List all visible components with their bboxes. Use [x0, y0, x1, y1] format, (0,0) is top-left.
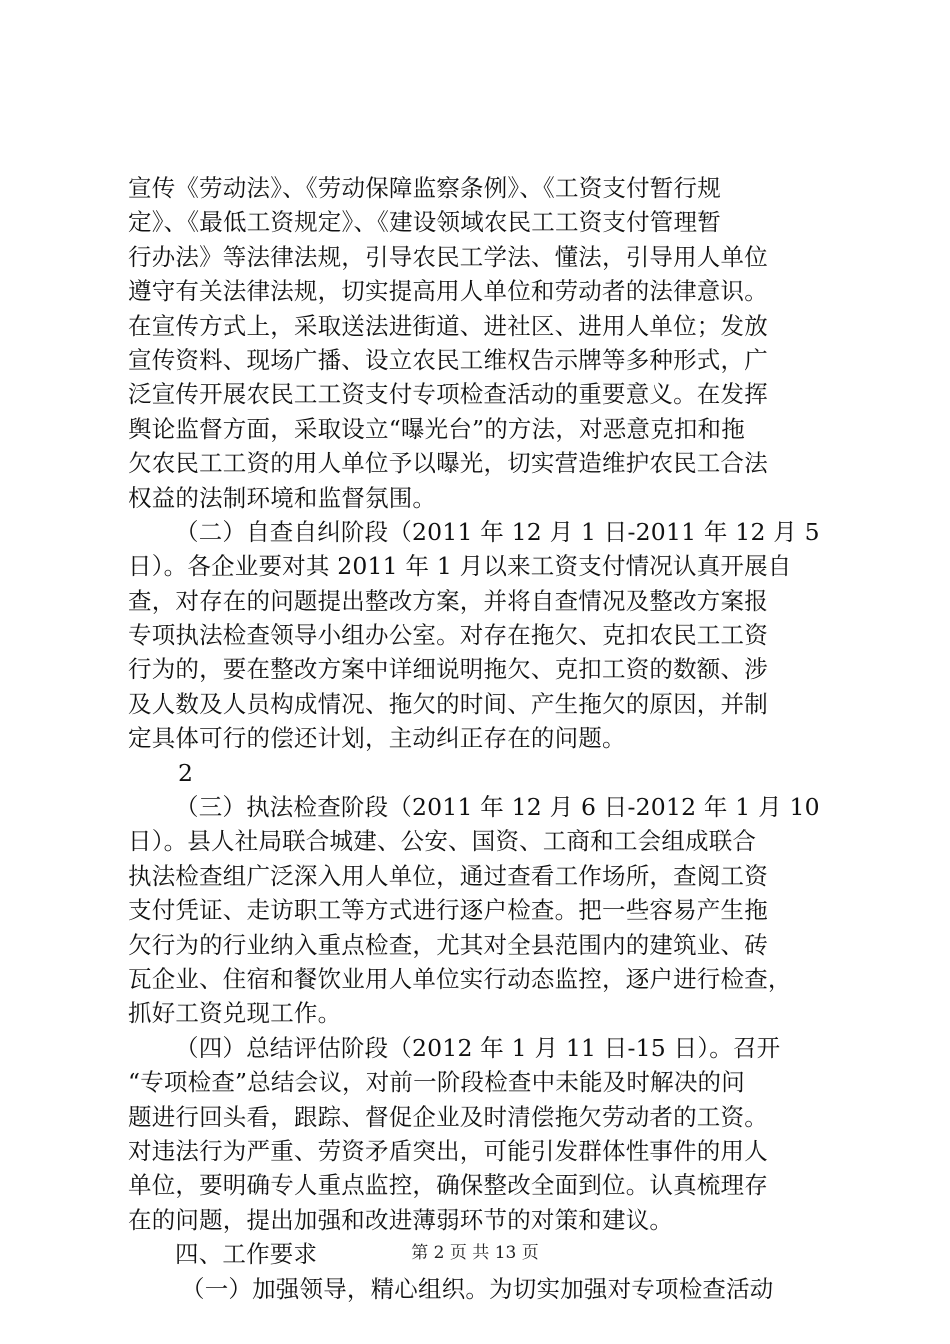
section-heading-summary: （四）总结评估阶段（2012 年 1 月 11 日-15 日）。召开	[175, 1033, 781, 1062]
text-line: 在宣传方式上，采取送法进街道、进社区、进用人单位；发放	[128, 311, 768, 340]
text-line: 单位，要明确专人重点监控，确保整改全面到位。认真梳理存	[128, 1171, 768, 1200]
text-line: 支付凭证、走访职工等方式进行逐户检查。把一些容易产生拖	[128, 896, 768, 925]
text-line: 日）。各企业要对其 2011 年 1 月以来工资支付情况认真开展自	[128, 552, 792, 581]
text-line: 权益的法制环境和监督氛围。	[128, 483, 437, 512]
text-line: 日）。县人社局联合城建、公安、国资、工商和工会组成联合	[128, 827, 757, 856]
text-line: 行办法》等法律法规，引导农民工学法、懂法，引导用人单位	[128, 242, 768, 271]
text-line: 对违法行为严重、劳资矛盾突出，可能引发群体性事件的用人	[128, 1136, 768, 1165]
section-heading-self-inspection: （二）自查自纠阶段（2011 年 12 月 1 日-2011 年 12 月 5	[175, 517, 820, 546]
text-line: 宣传资料、现场广播、设立农民工维权告示牌等多种形式，广	[128, 345, 768, 374]
section-heading-leadership: （一）加强领导，精心组织。为切实加强对专项检查活动	[181, 1274, 774, 1303]
section-heading-requirements: 四、工作要求	[175, 1240, 318, 1269]
text-line: 宣传《劳动法》、《劳动保障监察条例》、《工资支付暂行规	[128, 174, 721, 202]
text-line: 行为的，要在整改方案中详细说明拖欠、克扣工资的数额、涉	[128, 655, 768, 684]
text-line: 泛宣传开展农民工工资支付专项检查活动的重要意义。在发挥	[128, 380, 768, 409]
text-line: 定》、《最低工资规定》、《建设领域农民工工资支付管理暂	[128, 208, 721, 237]
text-line: “专项检查”总结会议，对前一阶段检查中未能及时解决的问	[128, 1068, 745, 1097]
text-line: 遵守有关法律法规，切实提高用人单位和劳动者的法律意识。	[128, 277, 768, 306]
document-body	[128, 171, 843, 1306]
text-line: 及人数及人员构成情况、拖欠的时间、产生拖欠的原因，并制	[128, 689, 768, 718]
text-line: 抓好工资兑现工作。	[128, 999, 342, 1028]
text-line: 欠农民工工资的用人单位予以曝光，切实营造维护农民工合法	[128, 449, 768, 478]
text-line: 查，对存在的问题提出整改方案，并将自查情况及整改方案报	[128, 586, 768, 615]
text-line: 在的问题，提出加强和改进薄弱环节的对策和建议。	[128, 1205, 674, 1234]
text-line: 舆论监督方面，采取设立“曝光台”的方法，对恶意克扣和拖	[128, 414, 745, 443]
text-line: 瓦企业、住宿和餐饮业用人单位实行动态监控，逐户进行检查，	[128, 964, 792, 993]
page-footer: 第 2 页 共 13 页	[411, 1243, 539, 1263]
text-line: 定具体可行的偿还计划，主动纠正存在的问题。	[128, 724, 626, 753]
text-line: 执法检查组广泛深入用人单位，通过查看工作场所，查阅工资	[128, 861, 768, 890]
text-line: 题进行回头看，跟踪、督促企业及时清偿拖欠劳动者的工资。	[128, 1102, 768, 1131]
text-line: 专项执法检查领导小组办公室。对存在拖欠、克扣农民工工资	[128, 621, 768, 650]
inline-page-number: 2	[178, 758, 194, 787]
section-heading-enforcement: （三）执法检查阶段（2011 年 12 月 6 日-2012 年 1 月 10	[175, 793, 820, 822]
text-line: 欠行为的行业纳入重点检查，尤其对全县范围内的建筑业、砖	[128, 930, 768, 959]
